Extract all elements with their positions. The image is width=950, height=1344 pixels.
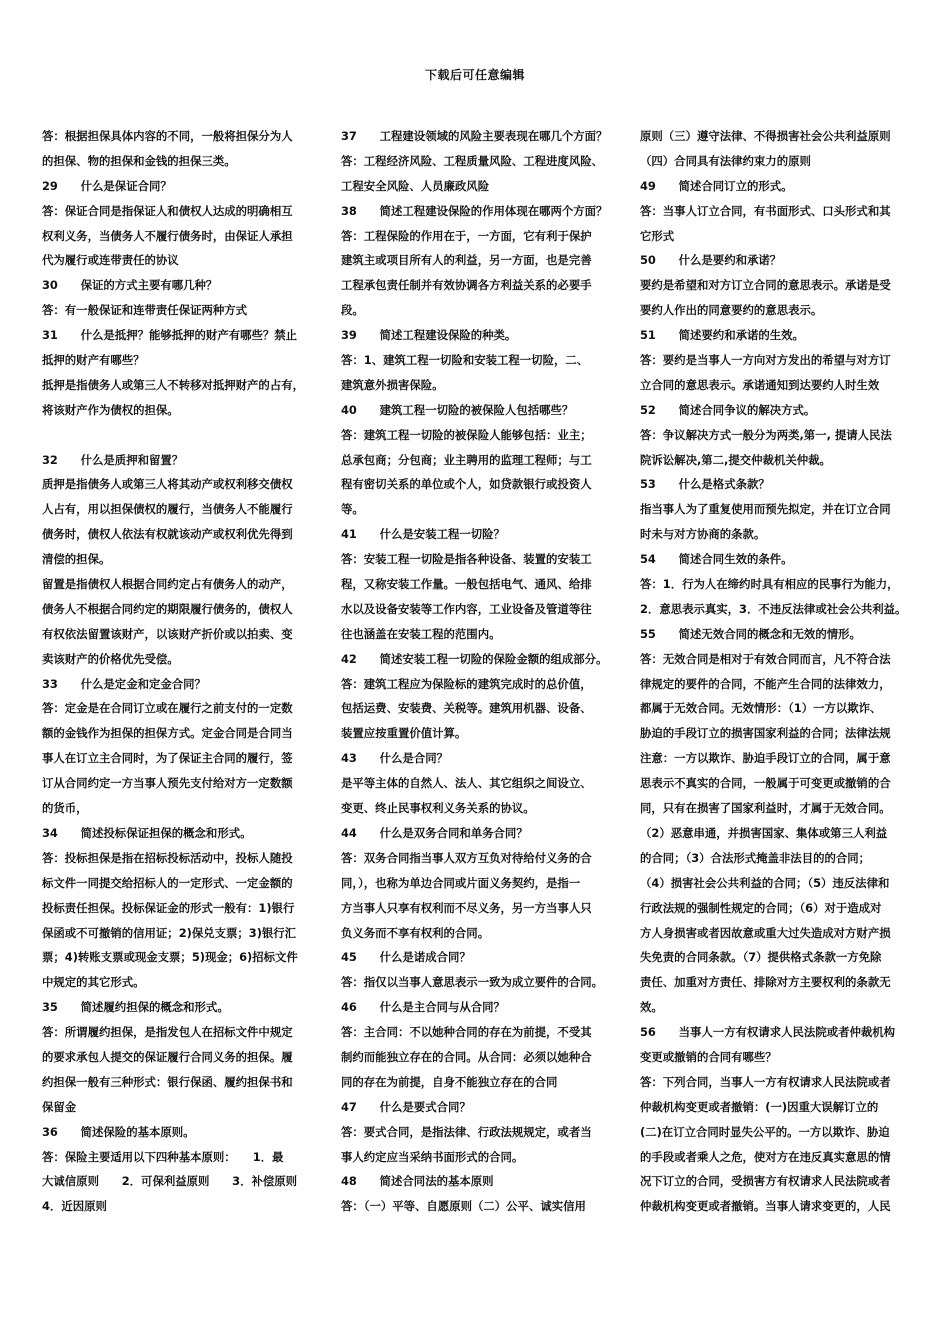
text-line: 51 简述要约和承诺的生效。 bbox=[640, 328, 804, 343]
text-line: 程，又称安装工作量。一般包括电气、通风、给排 bbox=[341, 577, 592, 592]
text-line: 答：要式合同，是指法律、行政法规规定，或者当 bbox=[341, 1124, 592, 1139]
text-line: 方人身损害或者因故意或重大过失造成对方财产损 bbox=[640, 925, 891, 940]
text-line: 答：保证合同是指保证人和债权人达成的明确相互 bbox=[42, 203, 293, 218]
text-line: 工程承包责任制并有效协调各方利益关系的必要手 bbox=[341, 278, 592, 293]
text-line: 保留金 bbox=[42, 1099, 77, 1114]
text-line: 的货币， bbox=[42, 801, 88, 816]
text-line: 38 简述工程建设保险的作用体现在哪两个方面？ bbox=[341, 203, 608, 218]
text-line: 31 什么是抵押？能够抵押的财产有哪些？禁止 bbox=[42, 328, 298, 343]
text-line: 效。 bbox=[640, 1000, 663, 1015]
text-line: 质押是指债务人或第三人将其动产或权利移交债权 bbox=[42, 477, 293, 492]
text-line: 32 什么是质押和留置？ bbox=[42, 452, 184, 467]
text-line: 答：保险主要适用以下四种基本原则： 1．最 bbox=[42, 1149, 284, 1164]
text-line: 同，只有在损害了国家利益时，才属于无效合同。 bbox=[640, 801, 891, 816]
text-line: 将该财产作为债权的担保。 bbox=[42, 402, 179, 417]
text-line: 34 简述投标保证担保的概念和形式。 bbox=[42, 825, 252, 840]
text-line: 都属于无效合同。无效情形：（1）一方以欺诈、 bbox=[640, 701, 882, 716]
text-line: 清偿的担保。 bbox=[42, 552, 111, 567]
text-line: 胁迫的手段订立的损害国家利益的合同；法律法规 bbox=[640, 726, 891, 741]
text-line: 答：争议解决方式一般分为两类,第一, 提请人民法 bbox=[640, 427, 892, 442]
text-line: 行政法规的强制性规定的合同；（6）对于造成对 bbox=[640, 900, 882, 915]
text-line: 答：定金是在合同订立或在履行之前支付的一定数 bbox=[42, 701, 293, 716]
text-line: 投标责任担保。投标保证金的形式一般有：1)银行 bbox=[42, 900, 295, 915]
text-line: 抵押的财产有哪些？ bbox=[42, 353, 145, 368]
text-line: 37 工程建设领域的风险主要表现在哪几个方面？ bbox=[341, 129, 608, 143]
text-line: 答：所谓履约担保，是指发包人在招标文件中规定 bbox=[42, 1025, 293, 1040]
page-header: 下载后可任意编辑 bbox=[424, 68, 525, 82]
text-line: 留置是指债权人根据合同约定占有债务人的动产， bbox=[42, 577, 293, 592]
text-line: 有权依法留置该财产，以该财产折价或以拍卖、变 bbox=[42, 626, 293, 641]
text-line: 50 什么是要约和承诺？ bbox=[640, 253, 782, 268]
text-line: 建筑主或项目所有人的利益，另一方面，也是完善 bbox=[341, 253, 592, 268]
text-line: 答：工程经济风险、工程质量风险、工程进度风险、 bbox=[341, 153, 603, 168]
text-line: 52 简述合同争议的解决方式。 bbox=[640, 402, 816, 417]
text-line: 41 什么是安装工程一切险？ bbox=[341, 527, 505, 542]
text-line: 54 简述合同生效的条件。 bbox=[640, 552, 793, 567]
text-line: 往也涵盖在安装工程的范围内。 bbox=[341, 626, 501, 641]
text-line: 制约而能独立存在的合同。从合同：必须以她种合 bbox=[341, 1049, 592, 1064]
text-line: 42 简述安装工程一切险的保险金额的组成部分。 bbox=[341, 651, 608, 666]
text-line: 程有密切关系的单位或个人，如贷款银行或投资人 bbox=[341, 477, 592, 492]
text-line: 答：双务合同指当事人双方互负对待给付义务的合 bbox=[341, 850, 592, 865]
text-line: 4．近因原则 bbox=[42, 1199, 107, 1214]
text-line: 答：工程保险的作用在于，一方面，它有利于保护 bbox=[341, 228, 592, 243]
text-line: 答：建筑工程一切险的被保险人能够包括：业主； bbox=[341, 427, 592, 442]
text-line: 失免责的合同条款。（7）提供格式条款一方免除 bbox=[640, 950, 882, 965]
text-line: 36 简述保险的基本原则。 bbox=[42, 1124, 195, 1139]
text-line: 仲裁机构变更或者撤销：(一)因重大误解订立的 bbox=[640, 1099, 879, 1114]
text-line: 的手段或者乘人之危，使对方在违反真实意思的情 bbox=[640, 1149, 891, 1164]
text-line: 35 简述履约担保的概念和形式。 bbox=[42, 1000, 229, 1015]
text-line: 47 什么是要式合同？ bbox=[341, 1099, 471, 1114]
text-line: 律规定的要件的合同，不能产生合同的法律效力， bbox=[640, 676, 891, 691]
text-line: 的要求承包人提交的保证履行合同义务的担保。履 bbox=[42, 1049, 293, 1064]
text-line: （2）恶意串通，并损害国家、集体或第三人利益 bbox=[640, 825, 888, 840]
text-line: 答：安装工程一切险是指各种设备、装置的安装工 bbox=[341, 552, 592, 567]
text-line: 30 保证的方式主要有哪几种？ bbox=[42, 278, 218, 293]
text-column-2 bbox=[341, 124, 617, 1219]
text-column-1 bbox=[42, 124, 318, 1219]
text-line: 债务时，债权人依法有权就该动产或权利优先得到 bbox=[42, 527, 293, 542]
text-line: 原则（三）遵守法律、不得损害社会公共利益原则 bbox=[640, 129, 891, 143]
text-line: 人占有，用以担保债权的履行，当债务人不能履行 bbox=[42, 502, 293, 517]
text-line: 事人在订立主合同时，为了保证主合同的履行，签 bbox=[42, 751, 293, 766]
text-line: 仲裁机构变更或者撤销。当事人请求变更的，人民 bbox=[640, 1199, 891, 1214]
text-line: 包括运费、安装费、关税等。建筑用机器、设备、 bbox=[341, 701, 592, 716]
text-line: 53 什么是格式条款？ bbox=[640, 477, 770, 492]
text-line: 债务人不根据合同约定的期限履行债务的，债权人 bbox=[42, 601, 293, 616]
text-line: 大诚信原则 2．可保利益原则 3．补偿原则 bbox=[42, 1174, 298, 1189]
text-line: 装置应按重置价值计算。 bbox=[341, 726, 467, 741]
text-line: 指当事人为了重复使用而预先拟定，并在订立合同 bbox=[640, 502, 891, 517]
text-line: 票；4)转账支票或现金支票；5)现金；6)招标文件 bbox=[42, 950, 298, 965]
text-line: 答：投标担保是指在招标投标活动中，投标人随投 bbox=[42, 850, 293, 865]
text-line: 是平等主体的自然人、法人、其它组织之间设立、 bbox=[341, 776, 592, 791]
text-line: 55 简述无效合同的概念和无效的情形。 bbox=[640, 626, 861, 641]
text-line: 答：（一）平等、自愿原则（二）公平、诚实信用 bbox=[341, 1199, 586, 1214]
text-line: 43 什么是合同？ bbox=[341, 751, 448, 766]
text-line: 负义务而不享有权利的合同。 bbox=[341, 925, 490, 940]
text-line: 水以及设备安装等工作内容，工业设备及管道等往 bbox=[341, 601, 592, 616]
text-line: 48 简述合同法的基本原则 bbox=[341, 1174, 494, 1189]
text-line: 要约人作出的同意要约的意思表示。 bbox=[640, 303, 823, 318]
text-line: 保函或不可撤销的信用证；2)保兑支票；3)银行汇 bbox=[42, 925, 297, 940]
text-line bbox=[42, 423, 318, 448]
text-line: 29 什么是保证合同？ bbox=[42, 178, 172, 193]
text-line: 抵押是指债务人或第三人不转移对抵押财产的占有， bbox=[42, 377, 304, 392]
text-line: 约担保一般有三种形式：银行保函、履约担保书和 bbox=[42, 1074, 293, 1089]
text-line: 答：主合同：不以她种合同的存在为前提，不受其 bbox=[341, 1025, 592, 1040]
text-line: 思表示不真实的合同，一般属于可变更或撤销的合 bbox=[640, 776, 891, 791]
text-line: 时未与对方协商的条款。 bbox=[640, 527, 766, 542]
text-line: 答：根据担保具体内容的不同，一般将担保分为人 bbox=[42, 129, 293, 143]
text-line: 同的存在为前提，自身不能独立存在的合同 bbox=[341, 1074, 558, 1089]
text-line: (二)在订立合同时显失公平的。一方以欺诈、胁迫 bbox=[640, 1124, 890, 1139]
text-line: 注意：一方以欺诈、胁迫手段订立的合同，属于意 bbox=[640, 751, 891, 766]
text-line: 事人约定应当采纳书面形式的合同。 bbox=[341, 1149, 524, 1164]
text-line: 56 当事人一方有权请求人民法院或者仲裁机构 bbox=[640, 1025, 896, 1040]
text-line: 33 什么是定金和定金合同？ bbox=[42, 676, 206, 691]
text-line: 总承包商；分包商；业主聘用的监理工程师；与工 bbox=[341, 452, 592, 467]
text-line: 答：1、建筑工程一切险和安装工程一切险，二、 bbox=[341, 353, 589, 368]
text-line: 额的金钱作为担保的担保方式。定金合同是合同当 bbox=[42, 726, 293, 741]
text-line: 的担保、物的担保和金钱的担保三类。 bbox=[42, 153, 236, 168]
text-line: （四）合同具有法律约束力的原则 bbox=[640, 153, 811, 168]
text-line: 39 简述工程建设保险的种类。 bbox=[341, 328, 517, 343]
text-line: 立合同的意思表示。承诺通知到达要约人时生效 bbox=[640, 377, 880, 392]
text-line: 答：要约是当事人一方向对方发出的希望与对方订 bbox=[640, 353, 891, 368]
text-line: 等。 bbox=[341, 502, 364, 517]
text-line: 变更或撤销的合同有哪些？ bbox=[640, 1049, 777, 1064]
text-line: （4）损害社会公共利益的合同；（5）违反法律和 bbox=[640, 875, 890, 890]
text-line: 答：有一般保证和连带责任保证两种方式 bbox=[42, 303, 248, 318]
text-line: 答：当事人订立合同，有书面形式、口头形式和其 bbox=[640, 203, 891, 218]
text-line: 49 简述合同订立的形式。 bbox=[640, 178, 793, 193]
text-line: 答：1．行为人在缔约时具有相应的民事行为能力， bbox=[640, 577, 899, 592]
text-line: 建筑意外损害保险。 bbox=[341, 377, 444, 392]
text-line: 标文件一同提交给招标人的一定形式、一定金额的 bbox=[42, 875, 293, 890]
text-line: 卖该财产的价格优先受偿。 bbox=[42, 651, 179, 666]
text-line: 同，），也称为单边合同或片面义务契约，是指一 bbox=[341, 875, 581, 890]
text-line: 要约是希望和对方订立合同的意思表示。承诺是受 bbox=[640, 278, 891, 293]
text-line: 方当事人只享有权利而不尽义务，另一方当事人只 bbox=[341, 900, 592, 915]
text-line: 46 什么是主合同与从合同？ bbox=[341, 1000, 505, 1015]
text-line: 况下订立的合同，受损害方有权请求人民法院或者 bbox=[640, 1174, 891, 1189]
text-line: 代为履行或连带责任的协议 bbox=[42, 253, 179, 268]
text-column-3 bbox=[640, 124, 912, 1219]
text-line: 答：指仅以当事人意思表示一致为成立要件的合同。 bbox=[341, 975, 603, 990]
text-line: 变更、终止民事权利义务关系的协议。 bbox=[341, 801, 535, 816]
text-line: 段。 bbox=[341, 303, 364, 318]
text-line: 答：无效合同是相对于有效合同而言，凡不符合法 bbox=[640, 651, 891, 666]
text-line: 工程安全风险、人员廉政风险 bbox=[341, 178, 490, 193]
text-line: 45 什么是诺成合同？ bbox=[341, 950, 471, 965]
text-line: 的合同；（3）合法形式掩盖非法目的的合同； bbox=[640, 850, 871, 865]
text-line: 44 什么是双务合同和单务合同？ bbox=[341, 825, 528, 840]
text-line: 权利义务，当债务人不履行债务时，由保证人承担 bbox=[42, 228, 293, 243]
text-line: 院诉讼解决,第二,提交仲裁机关仲裁。 bbox=[640, 452, 831, 467]
text-line: 答：下列合同，当事人一方有权请求人民法院或者 bbox=[640, 1074, 891, 1089]
text-line: 责任、加重对方责任、排除对方主要权利的条款无 bbox=[640, 975, 891, 990]
text-line: 2．意思表示真实，3．不违反法律或社会公共利益。 bbox=[640, 601, 907, 616]
text-line: 40 建筑工程一切险的被保险人包括哪些？ bbox=[341, 402, 574, 417]
text-line: 中规定的其它形式。 bbox=[42, 975, 145, 990]
text-line: 它形式 bbox=[640, 228, 675, 243]
text-line: 订从合同约定一方当事人预先支付给对方一定数额 bbox=[42, 776, 293, 791]
text-line: 答：建筑工程应为保险标的建筑完成时的总价值， bbox=[341, 676, 592, 691]
